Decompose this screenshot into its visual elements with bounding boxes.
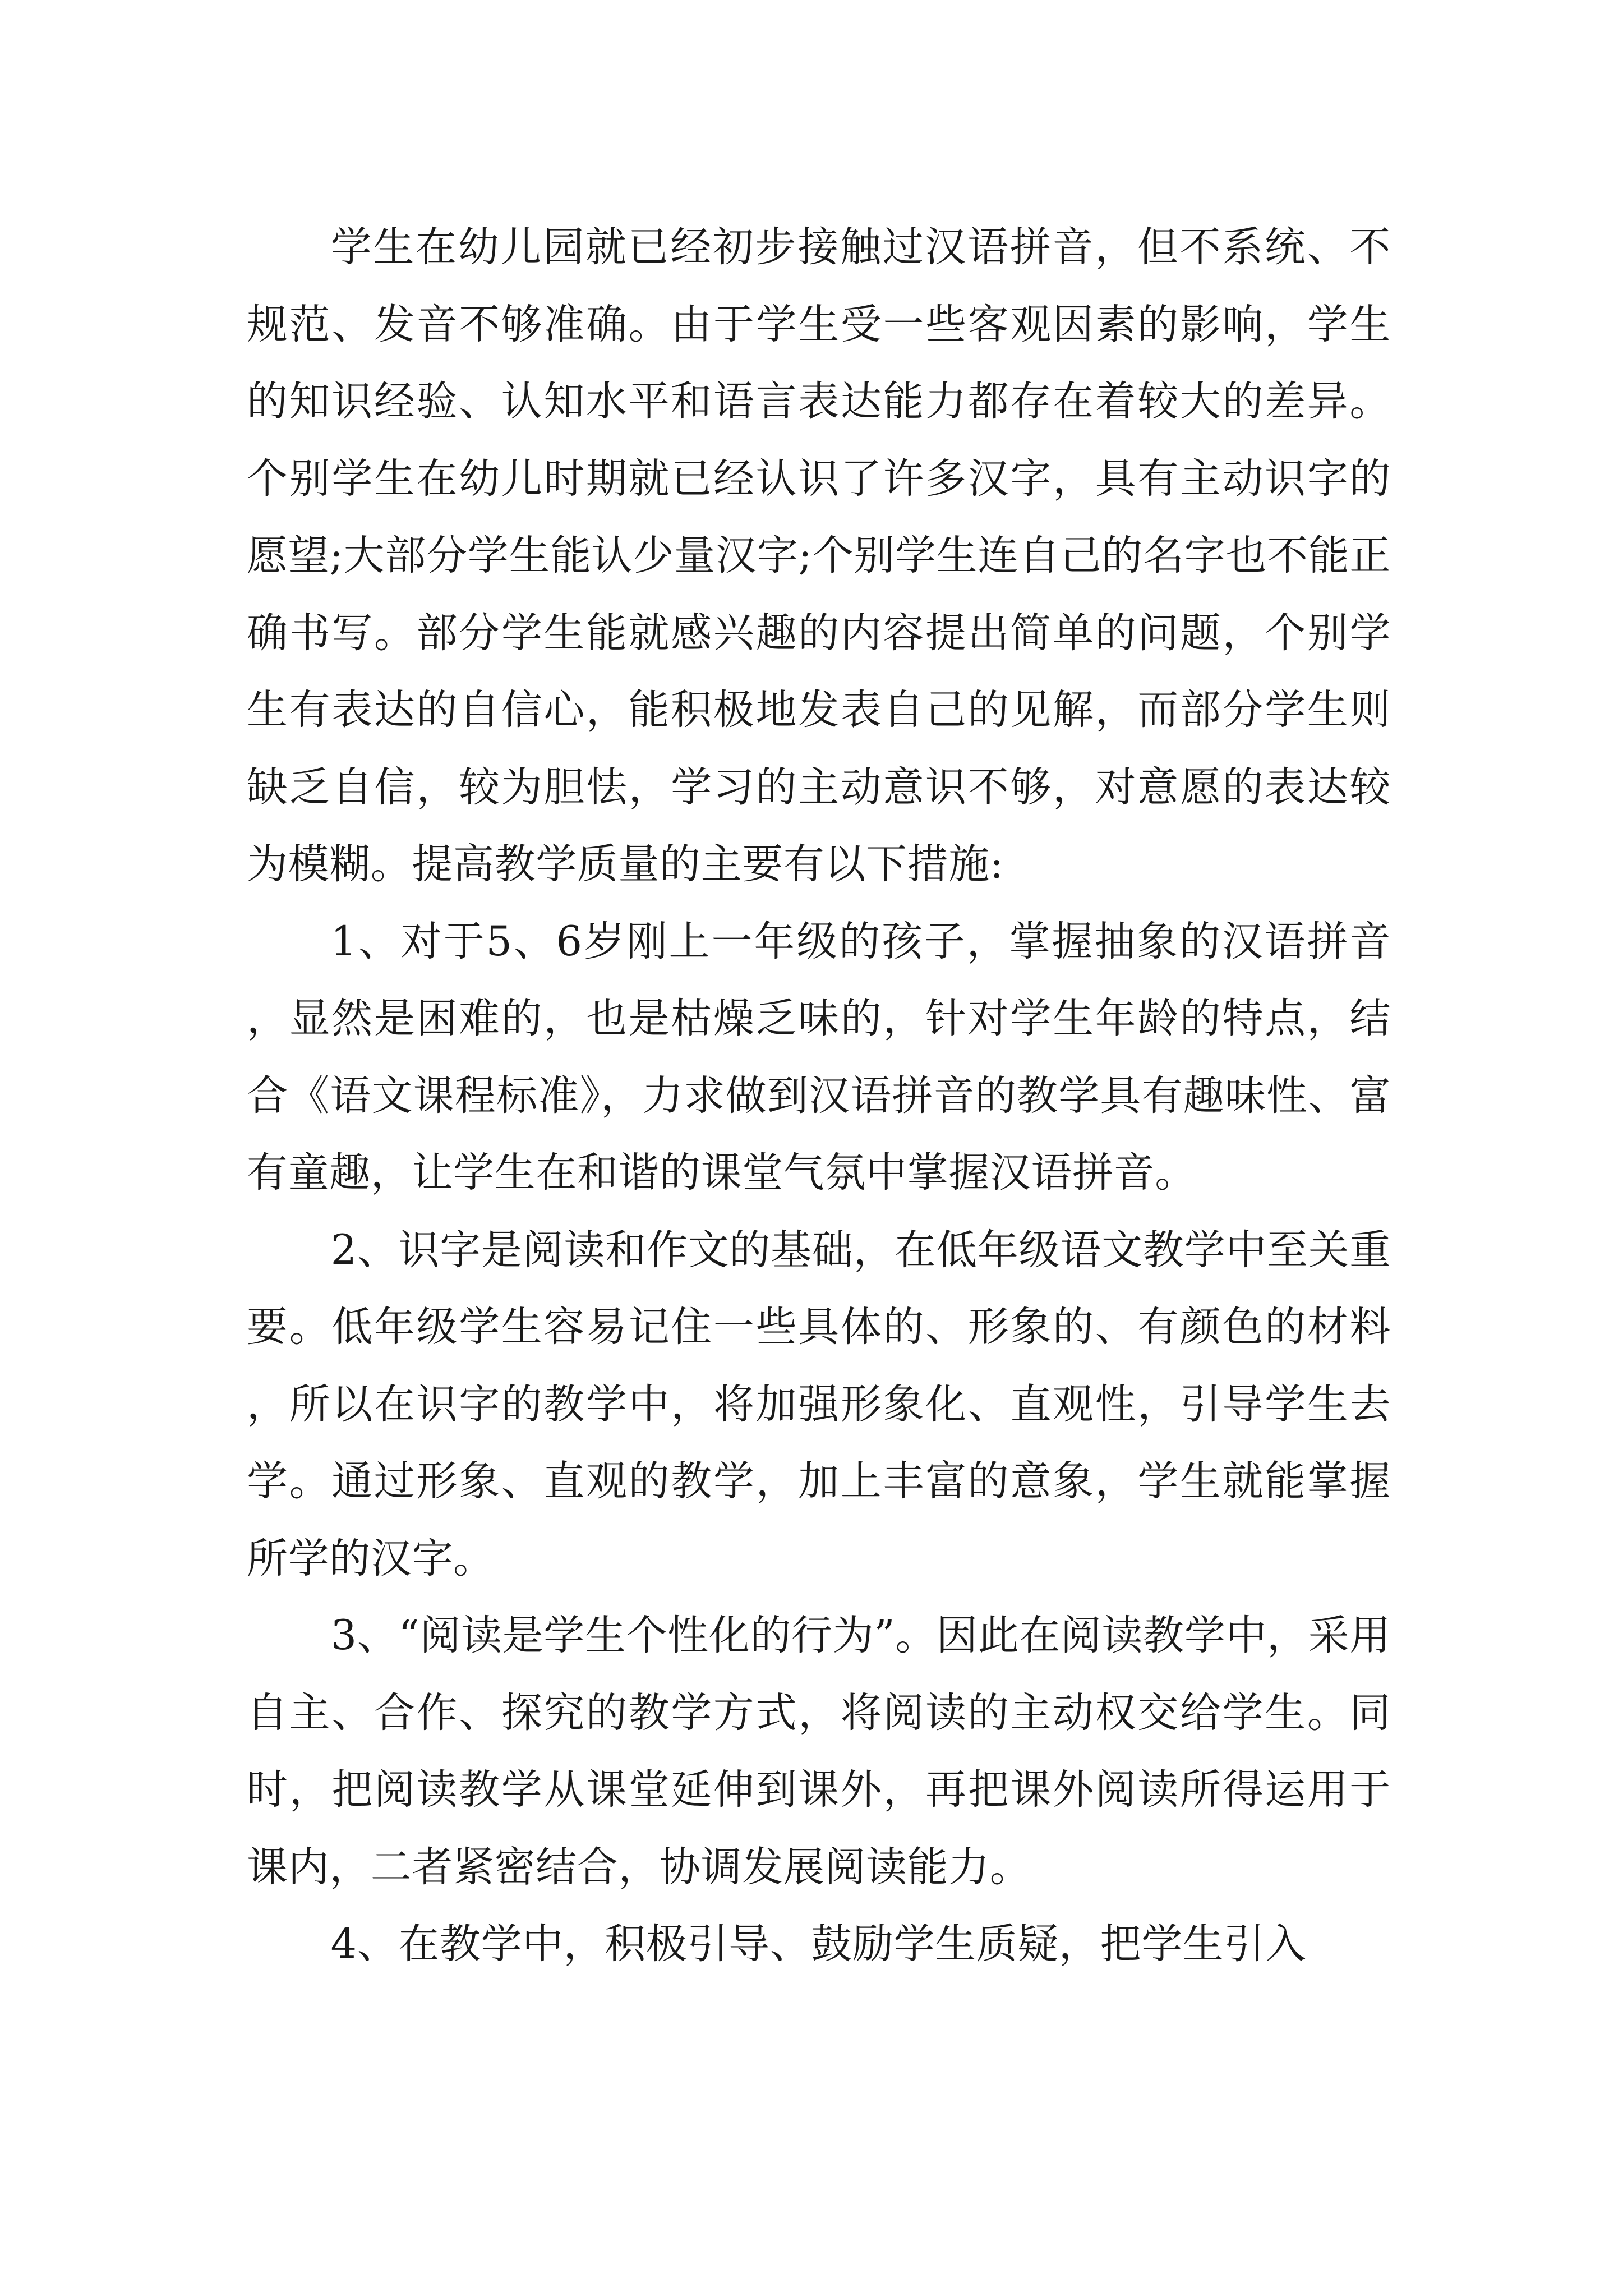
body-text [247, 209, 1391, 1983]
paragraph-intro: 学生在幼儿园就已经初步接触过汉语拼音，但不系统、不规范、发音不够准确。由于学生受一些客观因素的影响，学生的知识经验、认知水平和语言表达能力都存在着较大的差异。个别学生在幼儿时期就已经认识了许多汉字，具有主动识字的愿望;大部分学生能认少量汉字;个别学生连自己的名字也不能正确书写。部分学生能就感兴趣的内容提出简单的问题，个别学生有表达的自信心，能积极地发表自己的见解，而部分学生则缺乏自信，较为胆怯，学习的主动意识不够，对意愿的表达较为模糊。提高教学质量的主要有以下措施: [247, 223, 1391, 888]
paragraph-measure-2: 2、识字是阅读和作文的基础，在低年级语文教学中至关重要。低年级学生容易记住一些具体的、形象的、有颜色的材料，所以在识字的教学中，将加强形象化、直观性，引导学生去学。通过形象、直观的教学，加上丰富的意象，学生就能掌握所学的汉字。 [247, 1226, 1391, 1582]
paragraph-measure-1: 1、对于5、6岁刚上一年级的孩子，掌握抽象的汉语拼音，显然是困难的，也是枯燥乏味的，针对学生年龄的特点，结合《语文课程标准》，力求做到汉语拼音的教学具有趣味性、富有童趣，让学生在和谐的课堂气氛中掌握汉语拼音。 [247, 917, 1391, 1197]
paragraph-measure-3: 3、“阅读是学生个性化的行为”。因此在阅读教学中，采用自主、合作、探究的教学方式，将阅读的主动权交给学生。同时，把阅读教学从课堂延伸到课外，再把课外阅读所得运用于课内，二者紧密结合，协调发展阅读能力。 [247, 1612, 1391, 1891]
paragraph-measure-4: 4、在教学中，积极引导、鼓励学生质疑，把学生引入 [330, 1920, 1307, 1968]
